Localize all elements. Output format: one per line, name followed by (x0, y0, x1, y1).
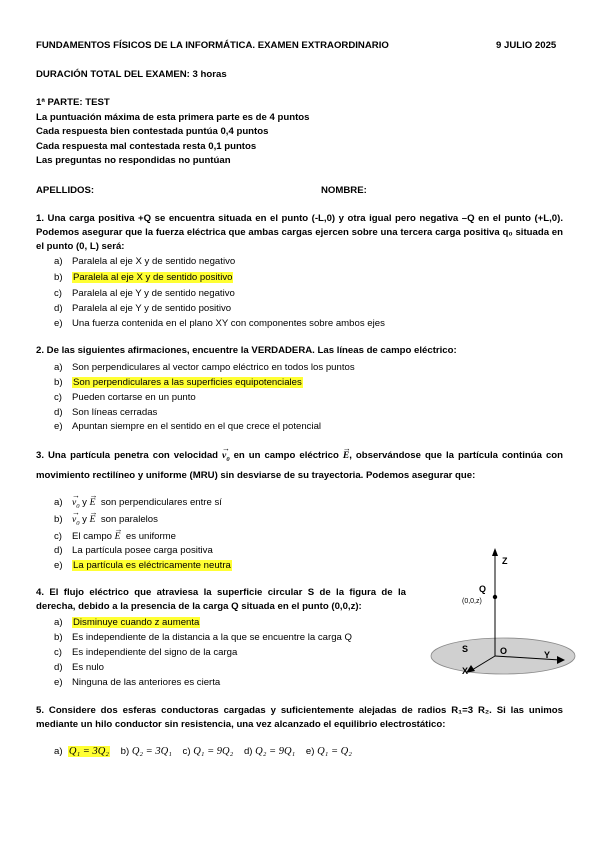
exam-date: 9 JULIO 2025 (496, 40, 557, 51)
exam-duration: DURACIÓN TOTAL DEL EXAMEN: 3 horas (36, 69, 227, 80)
z-label: Z (502, 556, 508, 566)
q4-option-c[interactable]: c) Es independiente del signo de la carga (54, 647, 238, 658)
q1-option-a[interactable]: a) Paralela al eje X y de sentido negativo (54, 256, 236, 267)
q4-option-d[interactable]: d) Es nulo (54, 662, 104, 673)
q3-option-a[interactable]: $a)\to v_0$ y → E son perpendiculares entre sí (54, 497, 222, 513)
rule-line: Las preguntas no respondidas no puntúan (36, 155, 231, 166)
q-label: Q (479, 584, 487, 594)
q1-option-e[interactable]: e) Una fuerza contenida en el plano XY con componentes sobre ambos ejes (54, 318, 385, 329)
z-arrow (492, 548, 498, 556)
part-title: 1ª PARTE: TEST (36, 97, 110, 108)
question-2-text: 2. De las siguientes afirmaciones, encuentre la VERDADERA. Las líneas de campo eléctrico: (36, 345, 457, 356)
q5-option-d[interactable]: d) Q₂ = 9Q₁ (243, 746, 296, 757)
question-1-text: 1. Una carga positiva +Q se encuentra situada en el punto (-L,0) y otra igual pero negativa –Q en el punto (+L,0). Podemos asegurar que la fuerza eléctrica que ambas cargas ejercen sobre una tercera carga positiva q₀ situada en el punto (0, L) será: (36, 213, 563, 252)
rule-line: La puntuación máxima de esta primera parte es de 4 puntos (36, 112, 310, 123)
q1-option-d[interactable]: d) Paralela al eje Y y de sentido positivo (54, 303, 232, 314)
q5-options-row (54, 746, 352, 758)
rule-line: Cada respuesta mal contestada resta 0,1 puntos (36, 141, 257, 152)
q4-option-e[interactable]: e) Ninguna de las anteriores es cierta (54, 677, 221, 688)
o-label: O (500, 646, 508, 656)
q3-option-b[interactable]: $b)\to v_0$ y → E son paralelos (54, 514, 158, 530)
q1-option-b[interactable]: b) Paralela al eje X y de sentido positivo (54, 272, 233, 283)
q3-option-c[interactable]: c) El campo → E es uniforme (54, 531, 176, 543)
y-label: Y (544, 650, 551, 660)
apellidos-label: APELLIDOS: (36, 185, 95, 196)
nombre-label: NOMBRE: (321, 185, 367, 196)
s-label: S (462, 644, 469, 654)
v0-vector: → $v_0$ (222, 448, 230, 468)
q2-option-e[interactable]: e) Apuntan siempre en el sentido en el que crece el potencial (54, 421, 322, 432)
e-vector: → E (343, 448, 349, 464)
q2-option-d[interactable]: d) Son líneas cerradas (54, 407, 158, 418)
question-5-text: 5. Considere dos esferas conductoras cargadas y suficientemente alejadas de radios R₁=3 R₂. Si las unimos mediante un hilo conductor sin resistencia, una vez alcanzado el equilibrio electrostático: (36, 705, 563, 730)
flux-disk-figure (428, 548, 578, 688)
charge-q-dot (493, 595, 497, 599)
x-label: X (462, 666, 469, 676)
q5-option-e[interactable]: e) Q₁ = Q₂ (305, 746, 352, 757)
rule-line: Cada respuesta bien contestada puntúa 0,4 puntos (36, 126, 269, 137)
q-coords-label: (0,0,z) (462, 598, 482, 605)
q4-option-b[interactable]: b) Es independiente de la distancia a la que se encuentre la carga Q (54, 632, 353, 643)
q4-option-a[interactable]: a) Disminuye cuando z aumenta (54, 617, 200, 628)
exam-title: FUNDAMENTOS FÍSICOS DE LA INFORMÁTICA. EXAMEN EXTRAORDINARIO (36, 40, 389, 51)
q5-option-c[interactable]: c) Q₁ = 9Q₂ (182, 746, 234, 757)
q5-option-b[interactable]: b) Q₂ = 3Q₁ (120, 746, 172, 757)
q5-option-a[interactable]: a) Q₁ = 3Q₂ (54, 746, 109, 757)
q2-option-b[interactable]: b) Son perpendiculares a las superficies equipotenciales (54, 377, 302, 388)
q2-option-a[interactable]: a) Son perpendiculares al vector campo eléctrico en todos los puntos (54, 362, 355, 373)
q3-option-e[interactable]: e) La partícula es eléctricamente neutra (54, 560, 231, 571)
question-4-text: 4. El flujo eléctrico que atraviesa la superficie circular S de la figura de la derecha, debido a la presencia de la carga Q situada en el punto (0,0,z): (36, 587, 406, 612)
question-3-text: 3. Una partícula penetra con velocidad → $v_0$ en un campo eléctrico → E, observándose que la partícula continúa con movimiento rectilíneo y uniforme (MRU) sin desviarse de su trayectoria. Podemos asegurar que: (36, 448, 563, 484)
q3-option-d[interactable]: d) La partícula posee carga positiva (54, 545, 213, 556)
q2-option-c[interactable]: c) Pueden cortarse en un punto (54, 392, 196, 403)
q1-option-c[interactable]: c) Paralela al eje Y y de sentido negativo (54, 288, 235, 299)
